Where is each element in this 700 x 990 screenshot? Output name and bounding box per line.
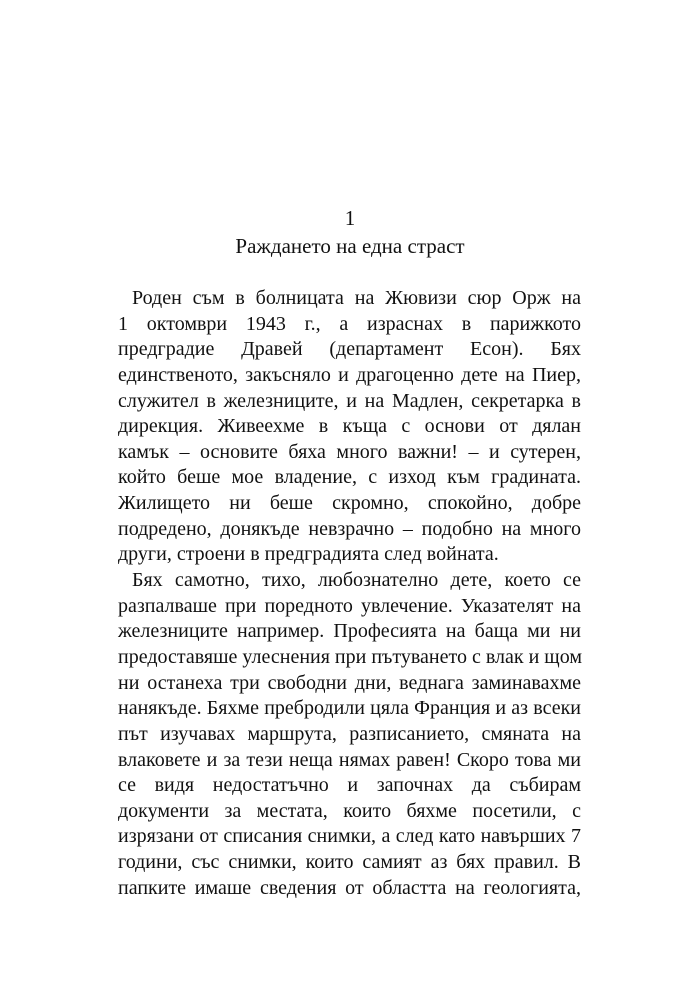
text-line: камък – основите бяха много важни! – и сутерен, [118, 440, 581, 463]
text-line: влаковете и за тези неща нямах равен! Скоро това ми [118, 748, 581, 771]
text-line: дирекция. Живеехме в къща с основи от дялан [118, 415, 581, 438]
text-line: железниците например. Професията на баща ми ни [118, 620, 581, 643]
text-line: Жилището ни беше скромно, спокойно, добре [118, 492, 581, 515]
text-line: изрязани от списания снимки, а след като навърших 7 [118, 825, 581, 848]
chapter-title: Раждането на една страст [235, 234, 465, 258]
text-line: подредено, донякъде невзрачно – подобно на много [118, 517, 581, 540]
text-line: нанякъде. Бяхме пребродили цяла Франция и аз всеки [118, 697, 581, 720]
text-line: служител в железниците, и на Мадлен, секретарка в [118, 389, 581, 412]
text-line: предоставяше улеснения при пътуването с влак и щом [118, 645, 582, 668]
text-line: път изучавах маршрута, разписанието, смяната на [118, 722, 581, 745]
text-line: папките имаше сведения от областта на геологията, [118, 876, 581, 899]
text-line: се видя недостатъчно и започнах да събирам [118, 774, 581, 797]
text-line: документи за местата, които бяхме посетили, с [118, 799, 581, 822]
text-line: Роден съм в болницата на Жювизи сюр Орж на [132, 287, 581, 309]
text-line: други, строени в предградията след войната. [118, 543, 499, 566]
text-line: единственото, закъсняло и драгоценно дете на Пиер, [118, 363, 581, 386]
text-line: 1 октомври 1943 г., а израснах в парижкото [118, 312, 581, 335]
text-line: който беше мое владение, с изход към градината. [118, 466, 581, 489]
chapter-text [118, 286, 581, 901]
text-line: ни останеха три свободни дни, веднага заминавахме [118, 671, 581, 694]
text-line: Бях самотно, тихо, любознателно дете, което се [132, 569, 581, 592]
text-line: години, със снимки, които самият аз бях правил. В [118, 851, 581, 874]
text-line: разпалваше при поредното увлечение. Указателят на [118, 594, 581, 617]
chapter-number: 1 [344, 206, 356, 230]
text-line: предградие Дравей (департамент Есон). Бях [118, 338, 581, 361]
